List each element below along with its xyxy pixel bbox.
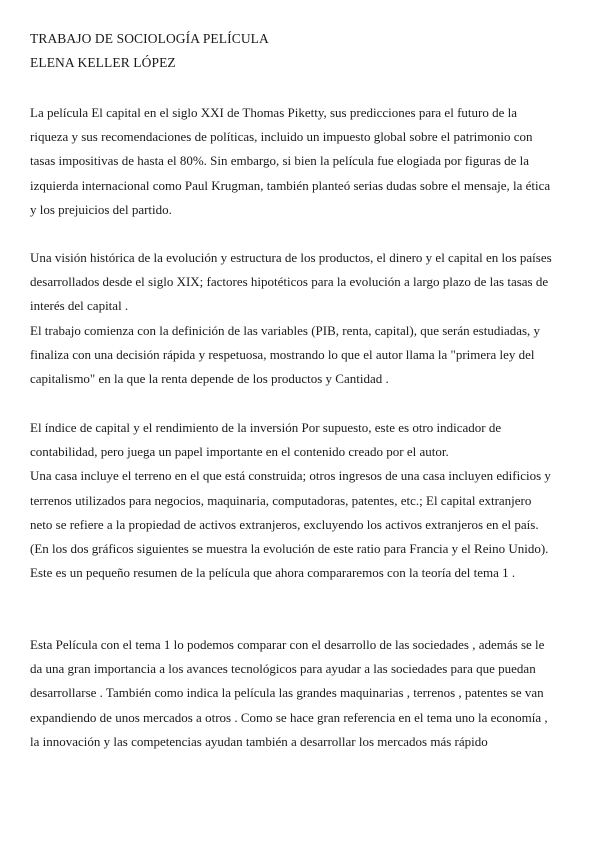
text-line: da una gran importancia a los avances tecnológicos para ayudar a las sociedades para que puedan (30, 661, 536, 677)
document-header (30, 27, 269, 75)
paragraph-4 (30, 633, 575, 754)
text-line: contabilidad, pero juega un papel importante en el contenido creado por el autor. (30, 444, 449, 460)
paragraph-3 (30, 416, 575, 585)
text-line: desarrollados desde el siglo XIX; factores hipotéticos para la evolución a largo plazo de las tasas de (30, 274, 549, 290)
text-line: (En los dos gráficos siguientes se muestra la evolución de este ratio para Francia y el Reino Unido). (30, 541, 549, 557)
text-line: Este es un pequeño resumen de la película que ahora compararemos con la teoría del tema 1 . (30, 565, 516, 581)
text-line: Una casa incluye el terreno en el que está construida; otros ingresos de una casa incluyen edificios y (30, 468, 551, 484)
text-line: desarrollarse . También como indica la película las grandes maquinarias , terrenos , patentes se van (30, 685, 544, 701)
text-line: El trabajo comienza con la definición de las variables (PIB, renta, capital), que serán estudiadas, y (30, 322, 541, 338)
text-line: la innovación y las competencias ayudan también a desarrollar los mercados más rápido (30, 733, 488, 749)
text-line: El índice de capital y el rendimiento de la inversión Por supuesto, este es otro indicador de (30, 420, 502, 435)
text-line: finaliza con una decisión rápida y respetuosa, mostrando lo que el autor llama la "primera ley del (30, 346, 535, 362)
text-line: tasas impositivas de hasta el 80%. Sin embargo, si bien la película fue elogiada por figuras de la (30, 153, 530, 169)
text-line: Esta Película con el tema 1 lo podemos comparar con el desarrollo de las sociedades , además se le (30, 637, 545, 652)
text-line: expandiendo de unos mercados a otros . Como se hace gran referencia en el tema uno la economía , (30, 709, 548, 725)
text-line: y los prejuicios del partido. (30, 201, 172, 217)
document-title: TRABAJO DE SOCIOLOGÍA PELÍCULA (30, 31, 269, 46)
text-line: terrenos utilizados para negocios, maquinaria, computadoras, patentes, etc.; El capital extranjero (30, 492, 532, 508)
text-line: neto se refiere a la propiedad de activos extranjeros, excluyendo los activos extranjeros en el país. (30, 516, 539, 532)
paragraph-2 (30, 246, 575, 391)
text-line: izquierda internacional como Paul Krugman, también planteó serias dudas sobre el mensaje, la ética (30, 177, 551, 193)
paragraph-1 (30, 101, 575, 222)
document-author: ELENA KELLER LÓPEZ (30, 55, 176, 70)
text-line: Una visión histórica de la evolución y estructura de los productos, el dinero y el capital en los países (30, 250, 552, 265)
text-line: interés del capital . (30, 298, 129, 314)
text-line: riqueza y sus recomendaciones de políticas, incluido un impuesto global sobre el patrimonio con (30, 129, 533, 145)
text-line: La película El capital en el siglo XXI de Thomas Piketty, sus predicciones para el futuro de la (30, 105, 517, 120)
text-line: capitalismo" en la que la renta depende de los productos y Cantidad . (30, 371, 389, 387)
